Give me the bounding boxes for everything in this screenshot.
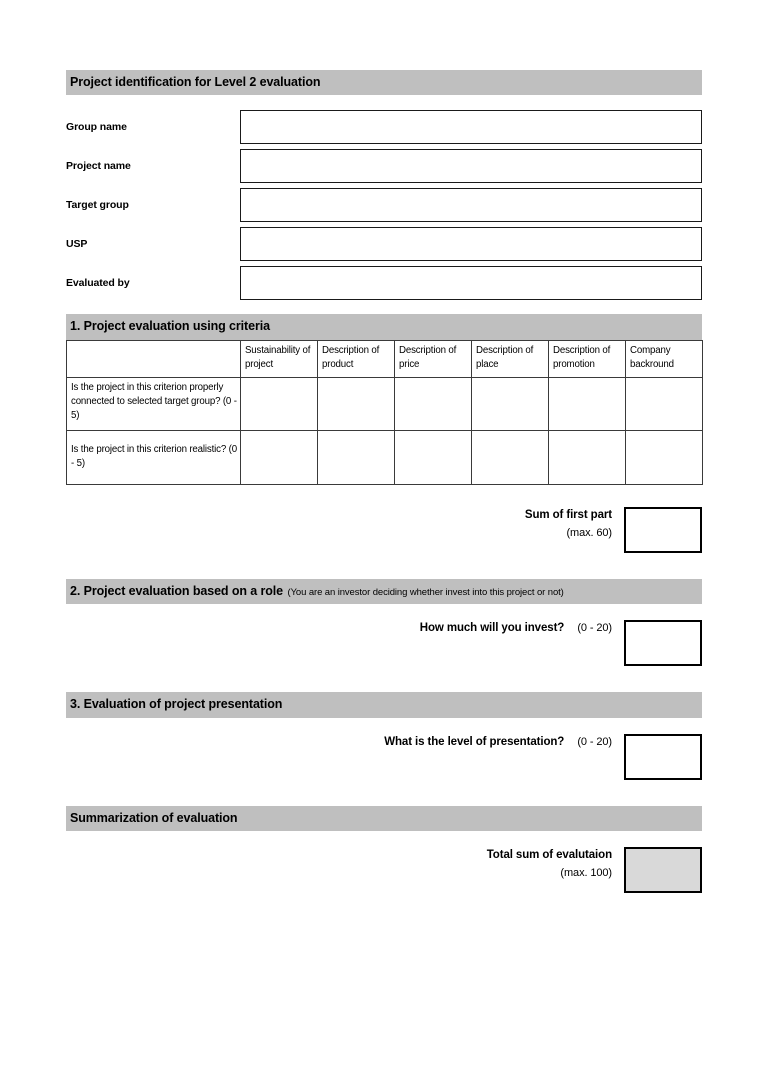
total-sum-text: Total sum of evalutaion — [486, 848, 612, 861]
section-header-identification — [66, 70, 702, 95]
section-2-heading-note: (You are an investor deciding whether invest into this project or not) — [287, 586, 564, 598]
field-row-usp — [66, 224, 702, 263]
criteria-table-header-row — [67, 340, 703, 377]
field-input-project-name[interactable] — [240, 149, 702, 183]
field-row-target-group — [66, 185, 702, 224]
identification-heading: Project identification for Level 2 evaluation — [70, 75, 321, 89]
field-row-project-name — [66, 146, 702, 185]
criteria-cell-r2c3[interactable] — [395, 430, 472, 484]
criteria-cell-r1c6[interactable] — [626, 377, 703, 430]
field-label-evaluated-by: Evaluated by — [66, 276, 130, 289]
section-header-3 — [66, 692, 702, 717]
section-2-heading: 2. Project evaluation based on a role — [70, 583, 284, 598]
criteria-table-corner-cell — [67, 340, 241, 377]
total-sum-label — [362, 847, 612, 883]
field-label-target-group: Target group — [66, 198, 129, 211]
document-content — [66, 70, 702, 899]
column-header-price: Description of price — [395, 340, 472, 377]
field-input-group-name[interactable] — [240, 110, 702, 144]
field-input-usp[interactable] — [240, 227, 702, 261]
criteria-cell-r1c3[interactable] — [395, 377, 472, 430]
presentation-question-text: What is the level of presentation? — [384, 735, 565, 748]
sum-first-part-input[interactable] — [624, 507, 702, 553]
field-row-group-name — [66, 107, 702, 146]
presentation-question-label — [362, 734, 612, 752]
total-sum-input[interactable] — [624, 847, 702, 893]
column-header-product: Description of product — [318, 340, 395, 377]
section-header-2 — [66, 579, 702, 604]
criteria-cell-r1c5[interactable] — [549, 377, 626, 430]
section-1-heading: 1. Project evaluation using criteria — [70, 319, 270, 334]
field-label-project-name: Project name — [66, 159, 131, 172]
field-label-usp: USP — [66, 237, 88, 250]
column-header-place: Description of place — [472, 340, 549, 377]
field-input-target-group[interactable] — [240, 188, 702, 222]
criteria-cell-r1c1[interactable] — [241, 377, 318, 430]
table-row — [67, 377, 703, 430]
criteria-cell-r2c2[interactable] — [318, 430, 395, 484]
criteria-cell-r1c2[interactable] — [318, 377, 395, 430]
section-header-summary — [66, 806, 702, 831]
criteria-cell-r1c4[interactable] — [472, 377, 549, 430]
criteria-table — [66, 340, 703, 485]
invest-question-block — [66, 620, 702, 672]
field-label-group-name: Group name — [66, 120, 127, 133]
invest-question-input[interactable] — [624, 620, 702, 666]
summary-heading: Summarization of evaluation — [70, 810, 238, 825]
section-header-1 — [66, 314, 702, 339]
invest-question-text: How much will you invest? — [419, 622, 565, 635]
total-sum-max: (max. 100) — [560, 866, 612, 879]
column-header-promotion: Description of promotion — [549, 340, 626, 377]
criteria-cell-r2c4[interactable] — [472, 430, 549, 484]
presentation-question-block — [66, 734, 702, 786]
sum-first-part-label — [362, 507, 612, 543]
field-input-evaluated-by[interactable] — [240, 266, 702, 300]
criteria-row-label-realistic: Is the project in this criterion realistic? (0 - 5) — [67, 430, 241, 484]
presentation-question-input[interactable] — [624, 734, 702, 780]
invest-question-label — [362, 620, 612, 638]
criteria-cell-r2c5[interactable] — [549, 430, 626, 484]
column-header-sustainability: Sustainability of project — [241, 340, 318, 377]
invest-question-range: (0 - 20) — [577, 622, 612, 635]
sum-first-part-text: Sum of first part — [524, 508, 612, 521]
field-row-evaluated-by — [66, 263, 702, 302]
table-row — [67, 430, 703, 484]
criteria-cell-r2c6[interactable] — [626, 430, 703, 484]
criteria-row-label-target-group: Is the project in this criterion properly connected to selected target group? (0 - 5) — [67, 377, 241, 430]
sum-first-part-block — [66, 507, 702, 559]
total-sum-block — [66, 847, 702, 899]
section-3-heading: 3. Evaluation of project presentation — [70, 697, 283, 712]
column-header-company-background: Company backround — [626, 340, 703, 377]
criteria-cell-r2c1[interactable] — [241, 430, 318, 484]
sum-first-part-max: (max. 60) — [566, 526, 612, 539]
presentation-question-range: (0 - 20) — [577, 735, 612, 748]
